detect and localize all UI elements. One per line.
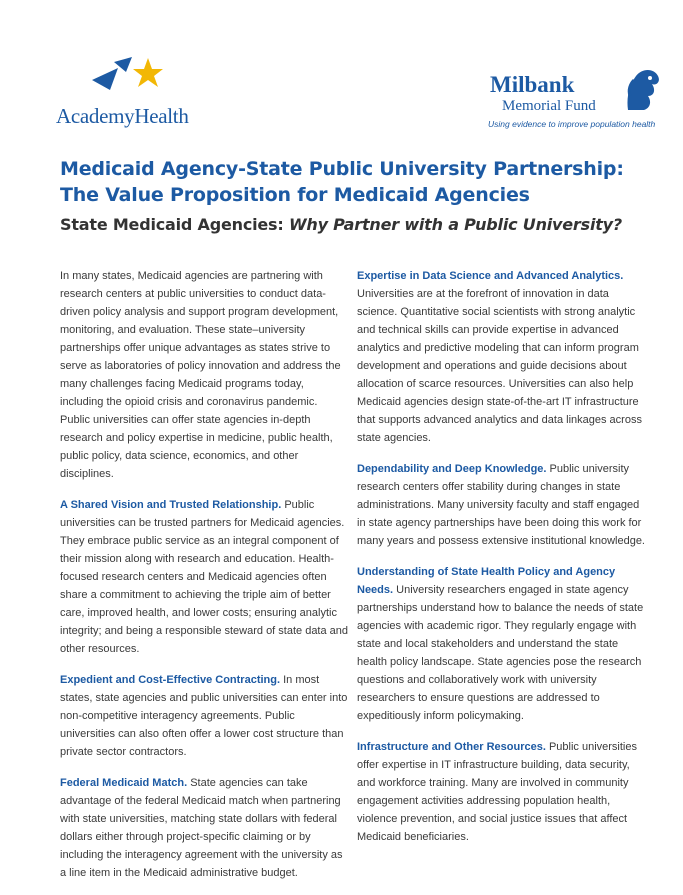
section-body: Public universities offer expertise in IT infrastructure building, data security, and workforce training. Many are involved in community engagement activities addressing population health, violence prevention, and social justice issues that affect Medicaid beneficiaries. [357, 741, 637, 843]
subtitle-question: Why Partner with a Public University? [288, 215, 622, 234]
section-body: State agencies can take advantage of the federal Medicaid match when partnering with state universities, matching state dollars with federal dollars either through project-specific claiming or by including the interagency agreement with the university as a line item in the Medicaid administrative budget. [60, 777, 343, 879]
section-body: In most states, state agencies and public universities can enter into non-competitive interagency agreements. Public universities can also often offer a lower cost structure than private sector contractors. [60, 674, 348, 758]
section-heading: Expedient and Cost-Effective Contracting. [60, 674, 281, 686]
section-dependability [357, 460, 647, 550]
section-data-science [357, 267, 647, 447]
lion-icon [620, 66, 662, 116]
section-heading: Expertise in Data Science and Advanced Analytics. [357, 270, 624, 282]
document-subtitle [60, 214, 660, 236]
academyhealth-logo [52, 54, 202, 134]
subtitle-lead: State Medicaid Agencies: [60, 215, 289, 234]
section-heading: Federal Medicaid Match. [60, 777, 188, 789]
section-state-policy [357, 563, 647, 725]
milbank-logo [484, 66, 674, 136]
intro-paragraph: In many states, Medicaid agencies are partnering with research centers at public universities to conduct data-driven policy analysis and support program development, monitoring, and evaluation. These state–university partnerships offer unique advantages as states strive to serve as laboratories of policy innovation and address the many challenges facing Medicaid programs today, including the opioid crisis and coronavirus pandemic. Public universities can offer state agencies in-depth research and policy expertise in medicine, public health, public policy, data science, economics, and other disciplines. [60, 270, 341, 480]
section-heading: Infrastructure and Other Resources. [357, 741, 546, 753]
section-body: Public university research centers offer stability during changes in state administrations. Many university faculty and staff engaged in state agency partnerships have been doing this work for many years and possess extensive institutional knowledge. [357, 463, 645, 547]
document-title: Medicaid Agency-State Public University Partnership: The Value Proposition for Medicaid Agencies [60, 158, 624, 206]
right-column [357, 267, 647, 859]
section-body: Public universities can be trusted partners for Medicaid agencies. They embrace public service as an integral component of their mission along with research and education. Health-focused research centers and Medicaid agencies often share a commitment to achieving the triple aim of better care, improved health, and lower costs; ensuring analytic integrity; and being a responsible steward of state data and other resources. [60, 499, 349, 655]
milbank-subwordmark: Memorial Fund [502, 98, 596, 114]
left-column [60, 267, 350, 895]
section-heading: A Shared Vision and Trusted Relationship. [60, 499, 282, 511]
section-body: Universities are at the forefront of innovation in data science. Quantitative social scientists with strong analytic and technical skills can provide expertise in advanced analytics and predictive modeling that can inform program development and operations and guide decisions about allocation of scarce resources. Universities can also help Medicaid agencies design state-of-the-art IT infrastructure that supports advanced analytics and data linkages across state agencies. [357, 288, 642, 444]
section-federal-match [60, 774, 350, 882]
academyhealth-wordmark: AcademyHealth [56, 104, 189, 128]
section-heading: Understanding of State Health Policy and Agency Needs. [357, 566, 616, 596]
section-body: University researchers engaged in state agency partnerships understand how to balance the needs of state agencies with academic rigor. They regularly engage with state and local stakeholders and understand the state health policy landscape. State agencies pose the research questions and collaboratively work with university researchers to ensure questions are addressed to expeditiously inform policymaking. [357, 584, 644, 722]
section-contracting [60, 671, 350, 761]
milbank-wordmark: Milbank [490, 72, 575, 97]
section-infrastructure [357, 738, 647, 846]
section-shared-vision [60, 496, 350, 658]
section-heading: Dependability and Deep Knowledge. [357, 463, 547, 475]
academyhealth-stars-icon [88, 54, 168, 100]
milbank-tagline: Using evidence to improve population health [488, 119, 656, 129]
